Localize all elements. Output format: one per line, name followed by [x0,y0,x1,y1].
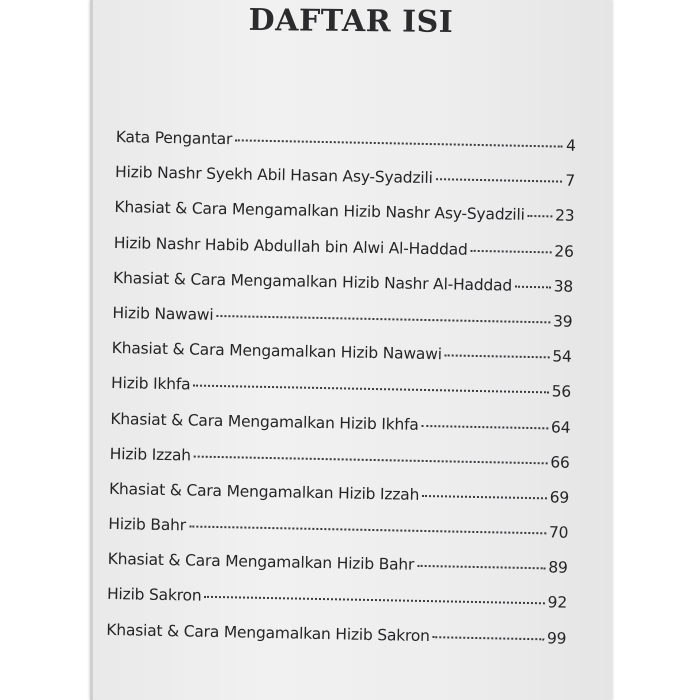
toc-entry-label: Kata Pengantar [115,128,233,149]
toc-entry-page-number: 69 [549,488,570,507]
dot-leader [445,354,550,358]
toc-entry-page-number: 70 [548,523,569,542]
toc-entry-label: Khasiat & Cara Mengamalkan Hizib Sakron [106,620,430,645]
toc-entry-label: Hizib Nawawi [112,303,214,324]
toc-entry-label: Khasiat & Cara Mengamalkan Hizib Ikhfa [110,409,419,434]
page-title: DAFTAR ISI [248,2,454,41]
toc-entry-page-number: 38 [553,277,574,296]
page-edge [90,0,93,700]
dot-leader [436,178,563,182]
dot-leader [515,285,551,288]
dot-leader [471,249,552,253]
toc-entry-label: Khasiat & Cara Mengamalkan Hizib Nashr Al-Haddad [112,268,513,295]
dot-leader [417,565,545,569]
dot-leader [433,636,544,640]
toc-entry-label: Khasiat & Cara Mengamalkan Hizib Bahr [107,550,415,575]
toc-entry-page-number: 4 [565,136,576,155]
toc-entry-label: Hizib Sakron [106,585,202,606]
toc-entry-label: Khasiat & Cara Mengamalkan Hizib Nawawi [111,339,442,364]
toc-entry-label: Khasiat & Cara Mengamalkan Hizib Nashr Asy-Syadzili [114,198,525,225]
toc-entry-page-number: 89 [548,558,568,577]
toc-entry-page-number: 99 [546,628,567,648]
dot-leader [216,315,550,323]
toc-entry-page-number: 54 [552,347,572,366]
toc-entry-page-number: 64 [550,417,571,437]
toc-entry-page-number: 66 [550,453,570,472]
book-page [90,0,612,700]
toc-entry-label: Hizib Bahr [108,514,187,535]
toc-entry-label: Khasiat & Cara Mengamalkan Hizib Izzah [108,479,420,504]
toc-entry-page-number: 7 [565,171,576,191]
toc-entry-page-number: 39 [552,312,573,331]
toc-entry-label: Hizib Nashr Habib Abdullah bin Alwi Al-Haddad [113,233,468,259]
toc-entry-page-number: 56 [551,382,572,402]
dot-leader [422,424,548,428]
dot-leader [189,526,546,535]
dot-leader [204,596,544,605]
toc-entry-page-number: 23 [554,206,575,226]
toc-entry-page-number: 26 [554,242,574,261]
dot-leader [528,215,552,217]
toc-entry-label: Hizib Ikhfa [110,374,191,394]
toc-entry [106,621,567,665]
toc-entry-page-number: 92 [547,593,568,613]
dot-leader [193,385,548,394]
toc-entry-label: Hizib Nashr Syekh Abil Hasan Asy-Syadzili [114,163,433,188]
dot-leader [235,139,563,147]
table-of-contents [106,128,576,665]
dot-leader [194,455,548,464]
dot-leader [422,495,547,499]
toc-entry-label: Hizib Izzah [109,444,192,465]
